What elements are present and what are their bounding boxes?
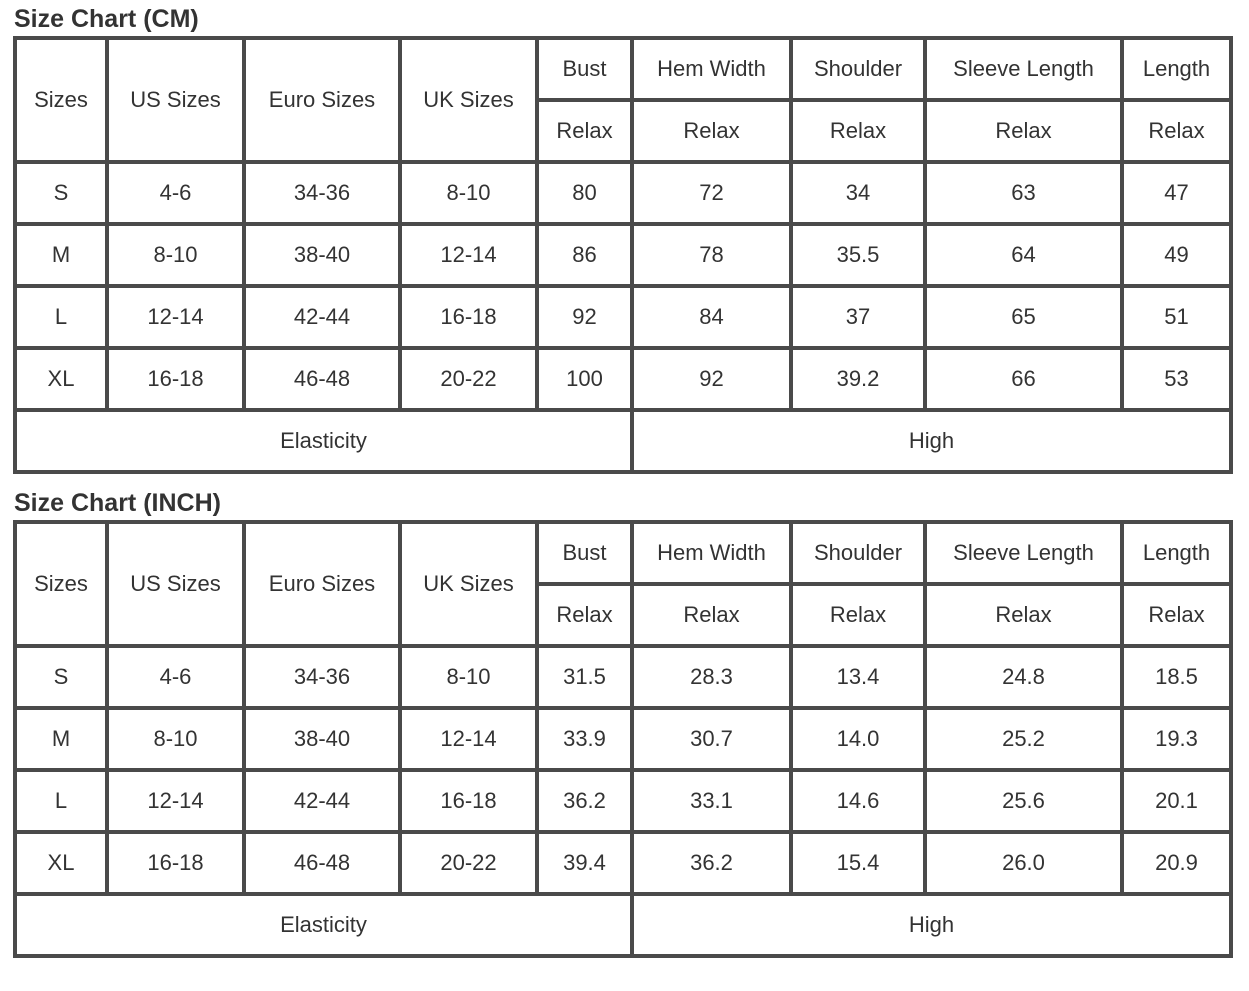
column-header: Length xyxy=(1122,522,1231,584)
table-cell: 15.4 xyxy=(791,832,925,894)
table-row xyxy=(15,646,1231,708)
table-cell: M xyxy=(15,708,107,770)
table-cell: 12-14 xyxy=(400,708,537,770)
column-header: Sleeve Length xyxy=(925,522,1122,584)
table-cell: XL xyxy=(15,832,107,894)
table-row xyxy=(15,770,1231,832)
table-cell: 16-18 xyxy=(107,832,244,894)
size-chart-cm-section xyxy=(13,4,1233,474)
header-row xyxy=(15,38,1231,100)
size-chart-inch-section xyxy=(13,488,1233,958)
section-title: Size Chart (INCH) xyxy=(14,489,221,517)
table-row xyxy=(15,286,1231,348)
table-cell: 25.6 xyxy=(925,770,1122,832)
column-header: Bust xyxy=(537,38,632,100)
table-cell: S xyxy=(15,646,107,708)
table-cell: 92 xyxy=(537,286,632,348)
table-cell: 42-44 xyxy=(244,286,400,348)
table-cell: 8-10 xyxy=(400,646,537,708)
column-header: Bust xyxy=(537,522,632,584)
table-cell: 49 xyxy=(1122,224,1231,286)
sub-header: Relax xyxy=(1122,584,1231,646)
table-cell: 8-10 xyxy=(107,224,244,286)
table-cell: 30.7 xyxy=(632,708,791,770)
table-cell: 38-40 xyxy=(244,224,400,286)
table-cell: 13.4 xyxy=(791,646,925,708)
table-cell: 33.1 xyxy=(632,770,791,832)
table-cell: 16-18 xyxy=(400,770,537,832)
table-row xyxy=(15,708,1231,770)
table-cell: 38-40 xyxy=(244,708,400,770)
table-cell: 33.9 xyxy=(537,708,632,770)
table-cell: 12-14 xyxy=(107,286,244,348)
table-row xyxy=(15,348,1231,410)
footer-row xyxy=(15,410,1231,472)
table-cell: 51 xyxy=(1122,286,1231,348)
table-cell: 8-10 xyxy=(107,708,244,770)
column-header: Sizes xyxy=(15,38,107,162)
table-cell: 20-22 xyxy=(400,348,537,410)
table-cell: 84 xyxy=(632,286,791,348)
column-header: Euro Sizes xyxy=(244,522,400,646)
table-cell: 14.0 xyxy=(791,708,925,770)
table-cell: 39.2 xyxy=(791,348,925,410)
sub-header: Relax xyxy=(925,584,1122,646)
footer-row xyxy=(15,894,1231,956)
table-cell: 4-6 xyxy=(107,162,244,224)
column-header: Euro Sizes xyxy=(244,38,400,162)
table-cell: 31.5 xyxy=(537,646,632,708)
header-row xyxy=(15,522,1231,584)
column-header: Length xyxy=(1122,38,1231,100)
sub-header: Relax xyxy=(1122,100,1231,162)
table-cell: 12-14 xyxy=(400,224,537,286)
table-cell: 37 xyxy=(791,286,925,348)
table-cell: 78 xyxy=(632,224,791,286)
table-cell: 72 xyxy=(632,162,791,224)
table-cell: 53 xyxy=(1122,348,1231,410)
table-cell: 18.5 xyxy=(1122,646,1231,708)
table-cell: 20.9 xyxy=(1122,832,1231,894)
size-chart-table xyxy=(13,520,1233,958)
table-cell: 39.4 xyxy=(537,832,632,894)
table-cell: 36.2 xyxy=(537,770,632,832)
table-cell: 4-6 xyxy=(107,646,244,708)
table-cell: 86 xyxy=(537,224,632,286)
table-cell: XL xyxy=(15,348,107,410)
column-header: Hem Width xyxy=(632,38,791,100)
sub-header: Relax xyxy=(791,584,925,646)
table-row xyxy=(15,224,1231,286)
table-cell: 12-14 xyxy=(107,770,244,832)
table-cell: 16-18 xyxy=(107,348,244,410)
table-cell: 24.8 xyxy=(925,646,1122,708)
table-cell: L xyxy=(15,286,107,348)
table-cell: 80 xyxy=(537,162,632,224)
table-cell: 34 xyxy=(791,162,925,224)
table-cell: L xyxy=(15,770,107,832)
sub-header: Relax xyxy=(632,100,791,162)
table-cell: M xyxy=(15,224,107,286)
sub-header: Relax xyxy=(537,584,632,646)
size-chart-table xyxy=(13,36,1233,474)
column-header: Sizes xyxy=(15,522,107,646)
elasticity-value: High xyxy=(632,894,1231,956)
table-cell: 100 xyxy=(537,348,632,410)
section-title: Size Chart (CM) xyxy=(14,5,199,33)
table-cell: 92 xyxy=(632,348,791,410)
column-header: US Sizes xyxy=(107,522,244,646)
column-header: Sleeve Length xyxy=(925,38,1122,100)
column-header: UK Sizes xyxy=(400,38,537,162)
table-cell: 46-48 xyxy=(244,348,400,410)
table-cell: 20-22 xyxy=(400,832,537,894)
table-cell: 26.0 xyxy=(925,832,1122,894)
elasticity-value: High xyxy=(632,410,1231,472)
table-cell: 8-10 xyxy=(400,162,537,224)
table-cell: 20.1 xyxy=(1122,770,1231,832)
table-cell: 47 xyxy=(1122,162,1231,224)
table-cell: 64 xyxy=(925,224,1122,286)
table-cell: 34-36 xyxy=(244,646,400,708)
table-cell: 46-48 xyxy=(244,832,400,894)
table-cell: 36.2 xyxy=(632,832,791,894)
table-cell: 19.3 xyxy=(1122,708,1231,770)
column-header: Hem Width xyxy=(632,522,791,584)
sub-header: Relax xyxy=(791,100,925,162)
sub-header: Relax xyxy=(632,584,791,646)
table-cell: 25.2 xyxy=(925,708,1122,770)
table-cell: 28.3 xyxy=(632,646,791,708)
table-row xyxy=(15,162,1231,224)
table-cell: 14.6 xyxy=(791,770,925,832)
table-cell: 63 xyxy=(925,162,1122,224)
column-header: Shoulder xyxy=(791,38,925,100)
elasticity-label: Elasticity xyxy=(15,410,632,472)
table-cell: 65 xyxy=(925,286,1122,348)
table-cell: S xyxy=(15,162,107,224)
column-header: US Sizes xyxy=(107,38,244,162)
table-row xyxy=(15,832,1231,894)
column-header: Shoulder xyxy=(791,522,925,584)
table-cell: 66 xyxy=(925,348,1122,410)
table-cell: 35.5 xyxy=(791,224,925,286)
table-cell: 16-18 xyxy=(400,286,537,348)
table-cell: 42-44 xyxy=(244,770,400,832)
elasticity-label: Elasticity xyxy=(15,894,632,956)
table-cell: 34-36 xyxy=(244,162,400,224)
column-header: UK Sizes xyxy=(400,522,537,646)
sub-header: Relax xyxy=(925,100,1122,162)
sub-header: Relax xyxy=(537,100,632,162)
